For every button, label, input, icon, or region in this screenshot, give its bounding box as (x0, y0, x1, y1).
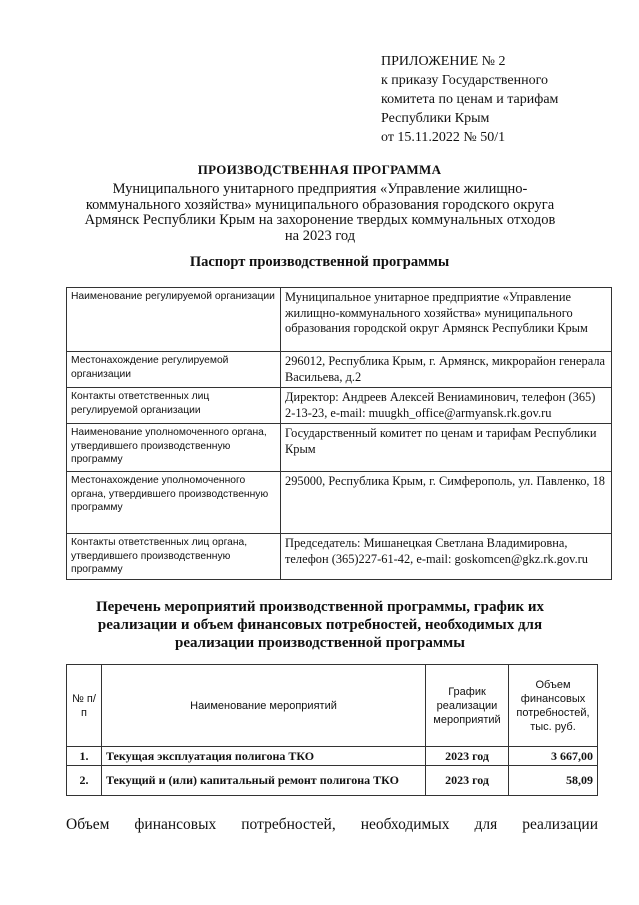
subtitle-line: Муниципального унитарного предприятия «Управление жилищно- (112, 181, 528, 197)
table-row (67, 388, 612, 424)
passport-label: Контакты ответственных лиц регулируемой организации (67, 388, 281, 424)
cell-num: 2. (67, 766, 102, 796)
passport-label: Наименование уполномоченного органа, утвердившего производственную программу (67, 424, 281, 472)
subtitle-line: коммунального хозяйства» муниципального образования городского округа (85, 196, 555, 213)
cell-name: Текущая эксплуатация полигона ТКО (102, 747, 426, 766)
appendix-line: ПРИЛОЖЕНИЕ № 2 (381, 54, 506, 69)
body-paragraph: Объем финансовых потребностей, необходимых для реализации (66, 816, 598, 833)
table-header-row (67, 665, 598, 747)
passport-label: Контакты ответственных лиц органа, утвердившего производственную программу (67, 534, 281, 580)
passport-table (66, 287, 612, 580)
passport-value: 296012, Республика Крым, г. Армянск, микрорайон генерала Васильева, д.2 (281, 352, 612, 388)
subtitle-line: Армянск Республики Крым на захоронение твердых коммунальных отходов (84, 212, 556, 228)
header-num: № п/п (67, 665, 102, 747)
passport-value: Директор: Андреев Алексей Вениаминович, телефон (365) 2-13-23, e-mail: muugkh_office@armyansk.rk.gov.ru (281, 388, 612, 424)
table-row (67, 747, 598, 766)
appendix-line: к приказу Государственного (381, 73, 548, 88)
table-row (67, 424, 612, 472)
table-row (67, 534, 612, 580)
cell-volume: 3 667,00 (509, 747, 598, 766)
header-volume: Объем финансовых потребностей, тыс. руб. (509, 665, 598, 747)
measures-title-line: реализации и объем финансовых потребностей, необходимых для (97, 617, 543, 633)
table-row (67, 352, 612, 388)
cell-num: 1. (67, 747, 102, 766)
table-row (67, 766, 598, 796)
appendix-block (381, 52, 621, 147)
table-row (67, 288, 612, 352)
cell-schedule: 2023 год (426, 766, 509, 796)
measures-table (66, 664, 598, 796)
passport-title: Паспорт производственной программы (189, 254, 450, 270)
measures-title-line: Перечень мероприятий производственной программы, график их (95, 599, 545, 615)
passport-label: Местонахождение уполномоченного органа, утвердившего производственную программу (67, 472, 281, 534)
header-name: Наименование мероприятий (102, 665, 426, 747)
passport-value: 295000, Республика Крым, г. Симферополь, ул. Павленко, 18 (281, 472, 612, 534)
appendix-line: комитета по ценам и тарифам (381, 92, 559, 107)
header-schedule: График реализации мероприятий (426, 665, 509, 747)
passport-value: Председатель: Мишанецкая Светлана Владимировна, телефон (365)227-61-42, e-mail: goskomcen@gkz.rk.gov.ru (281, 534, 612, 580)
passport-label: Наименование регулируемой организации (67, 288, 281, 352)
measures-title (60, 598, 580, 652)
passport-value: Государственный комитет по ценам и тарифам Республики Крым (281, 424, 612, 472)
passport-value: Муниципальное унитарное предприятие «Управление жилищно-коммунального хозяйства» муниципального образования городской округ Армянск Республики Крым (281, 288, 612, 352)
program-subtitle (70, 182, 570, 244)
program-title: ПРОИЗВОДСТВЕННАЯ ПРОГРАММА (197, 162, 442, 177)
measures-title-line: реализации производственной программы (175, 635, 465, 651)
table-row (67, 472, 612, 534)
cell-volume: 58,09 (509, 766, 598, 796)
subtitle-line: на 2023 год (284, 227, 356, 244)
appendix-line: от 15.11.2022 № 50/1 (381, 130, 506, 145)
passport-label: Местонахождение регулируемой организации (67, 352, 281, 388)
cell-name: Текущий и (или) капитальный ремонт полигона ТКО (102, 766, 426, 796)
cell-schedule: 2023 год (426, 747, 509, 766)
appendix-line: Республики Крым (381, 111, 490, 126)
